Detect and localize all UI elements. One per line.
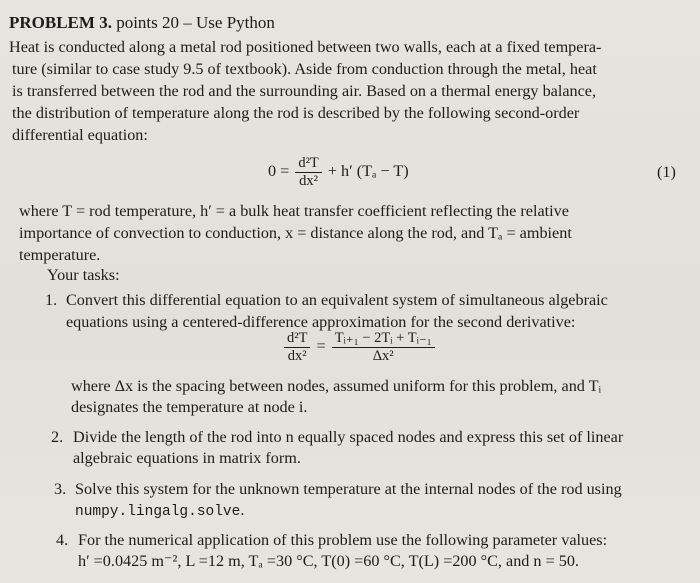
code-function: numpy.lingalg.solve (75, 504, 241, 520)
problem-title: PROBLEM 3. (9, 13, 112, 32)
task4-line: For the numerical application of this problem use the following parameter values: (78, 531, 608, 549)
problem-points: points 20 – Use Python (116, 13, 275, 32)
equation-lhs: 0 = (268, 162, 290, 180)
finite-difference-equation (282, 327, 437, 365)
where-line: temperature. (19, 246, 101, 264)
task1-line: equations using a centered-difference approximation for the second derivative: (66, 313, 576, 331)
fraction-denominator: Δx² (372, 347, 394, 364)
where-line: importance of convection to conduction, x = distance along the rod, and Tₐ = ambient (19, 224, 572, 242)
intro-line: Heat is conducted along a metal rod positioned between two walls, each at a fixed tempera- (9, 38, 602, 56)
intro-line: the distribution of temperature along the rod is described by the following second-order (12, 104, 580, 122)
equation-1 (268, 152, 409, 190)
intro-line: is transferred between the rod and the surrounding air. Based on a thermal energy balance, (12, 82, 597, 100)
fraction-numerator: d²T (295, 155, 321, 173)
fraction-denominator: dx² (299, 172, 318, 189)
equation-rest: + h′ (Tₐ − T) (327, 162, 409, 180)
task2-line: algebraic equations in matrix form. (73, 449, 301, 467)
intro-line: ture (similar to case study 9.5 of textbook). Aside from conduction through the metal, heat (12, 60, 597, 78)
task-number: 4. (56, 531, 69, 549)
problem-header (9, 13, 275, 33)
second-derivative-fraction (295, 155, 321, 190)
equals-sign: = (316, 337, 326, 355)
task4-parameters: h′ =0.0425 m⁻², L =12 m, Tₐ =30 °C, T(0) =60 °C, T(L) =200 °C, and n = 50. (78, 552, 579, 570)
tasks-heading: Your tasks: (47, 266, 120, 284)
task1-line: designates the temperature at node i. (71, 398, 308, 416)
fraction-numerator: d²T (284, 330, 310, 348)
intro-line: differential equation: (12, 126, 148, 144)
fraction-numerator: Tᵢ₊₁ − 2Tᵢ + Tᵢ₋₁ (332, 330, 435, 348)
derivative-fraction (284, 330, 310, 365)
task3-line (75, 500, 244, 522)
task2-line: Divide the length of the rod into n equally spaced nodes and express this set of linear (73, 428, 624, 446)
fraction-denominator: dx² (287, 347, 307, 364)
task3-line: Solve this system for the unknown temperature at the internal nodes of the rod using (75, 480, 622, 498)
task-number: 2. (51, 428, 64, 446)
where-line: where T = rod temperature, h′ = a bulk heat transfer coefficient reflecting the relative (19, 202, 569, 220)
task-number: 1. (45, 291, 58, 309)
period: . (240, 501, 245, 519)
equation-number: (1) (657, 163, 676, 181)
task1-line: Convert this differential equation to an equivalent system of simultaneous algebraic (66, 291, 608, 309)
task-number: 3. (54, 480, 67, 498)
task1-line: where Δx is the spacing between nodes, assumed uniform for this problem, and Tᵢ (71, 377, 602, 395)
difference-fraction (332, 330, 435, 365)
